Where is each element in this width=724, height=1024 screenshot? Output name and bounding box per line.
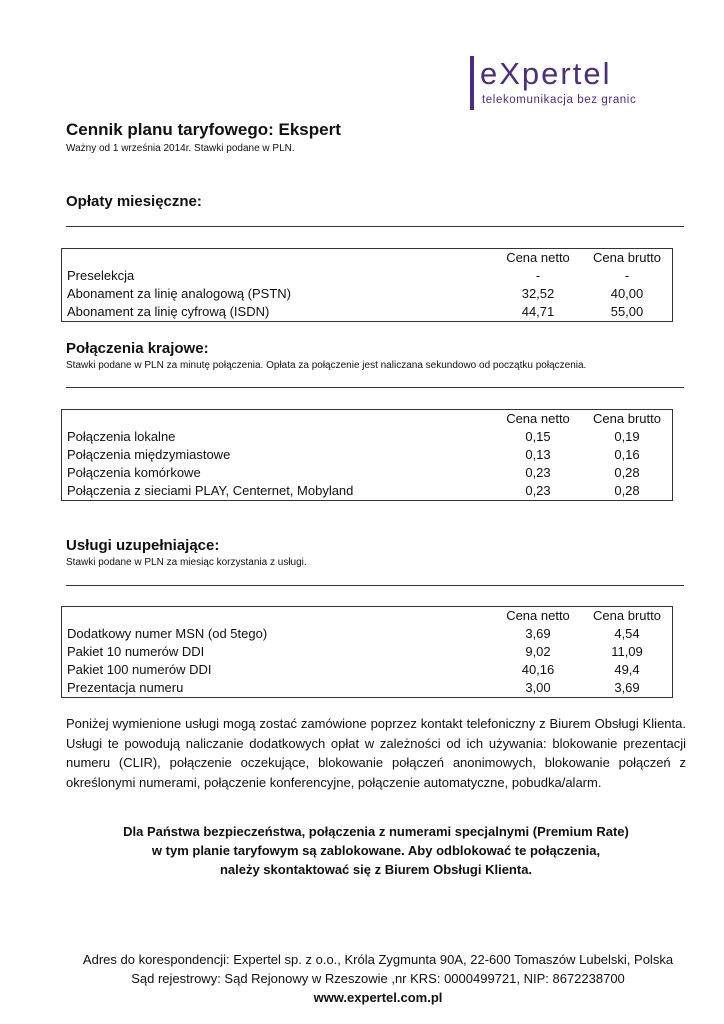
row-net: 0,15 [525,429,551,444]
col-net: Cena netto [506,250,570,265]
row-net: 0,23 [525,465,551,480]
col-net: Cena netto [506,411,570,426]
row-name: Abonament za linię analogową (PSTN) [67,286,292,301]
row-net: 40,16 [521,662,555,677]
row-name: Preselekcja [67,268,135,283]
row-net: - [535,268,541,283]
row-gross: 0,28 [614,483,640,498]
row-name: Pakiet 10 numerów DDI [67,644,205,659]
col-gross: Cena brutto [593,250,661,265]
table-row [62,464,673,482]
domestic-heading: Połączenia krajowe: [66,340,209,357]
row-gross: 0,28 [614,465,640,480]
notice-line: w tym planie taryfowym są zablokowane. Aby odblokować te połączenia, [151,843,601,858]
row-gross: 3,69 [614,680,640,695]
row-name: Abonament za linię cyfrową (ISDN) [67,304,270,319]
services-paragraph: Poniżej wymienione usługi mogą zostać zamówione poprzez kontakt telefoniczny z Biurem Obsługi Klienta. Usługi te powodują naliczanie dodatkowych opłat w zależności od ich używania: blokowanie prezentacji numeru (CLIR), połączenie oczekujące, blokowanie połączeń anonimowych, blokowanie połączeń z określonymi numerami, połączenie konferencyjne, połączenie automatyczne, pobudka/alarm. [66,716,686,790]
table-row [62,643,673,661]
row-net: 32,52 [521,286,555,301]
divider [66,387,684,388]
table-row [62,285,673,303]
row-name: Połączenia międzymiastowe [67,447,231,462]
table-header-row [62,410,673,429]
row-gross: 11,09 [611,644,643,659]
logo-tagline: telekomunikacja bez granic [482,94,637,106]
row-gross: 49,4 [614,662,640,677]
table-row [62,446,673,464]
table-row [62,303,673,322]
footer-website-link[interactable]: www.expertel.com.pl [313,990,443,1005]
table-header-row [62,249,673,268]
row-gross: 40,00 [610,286,644,301]
row-gross: 0,16 [614,447,640,462]
page-title: Cennik planu taryfowego: Ekspert [66,120,341,139]
row-gross: - [624,268,630,283]
table-row [62,661,673,679]
logo-bar [470,56,474,110]
row-net: 0,13 [525,447,551,462]
row-name: Dodatkowy numer MSN (od 5tego) [67,626,268,641]
monthly-heading: Opłaty miesięczne: [66,193,202,210]
col-gross: Cena brutto [593,608,661,623]
footer [40,950,716,1007]
table-row [62,482,673,501]
footer-registry: Sąd rejestrowy: Sąd Rejonowy w Rzeszowie ,nr KRS: 0000499721, NIP: 8672238700 [131,971,625,986]
row-name: Połączenia lokalne [67,429,176,444]
row-net: 44,71 [521,304,555,319]
row-net: 9,02 [525,644,551,659]
row-gross: 4,54 [614,626,640,641]
notice-line: Dla Państwa bezpieczeństwa, połączenia z numerami specjalnymi (Premium Rate) [123,824,629,839]
table-row [62,267,673,285]
row-name: Pakiet 100 numerów DDI [67,662,212,677]
services-note: Stawki podane w PLN za miesiąc korzystania z usługi. [66,557,307,568]
table-row [62,428,673,446]
row-name: Połączenia komórkowe [67,465,201,480]
domestic-note: Stawki podane w PLN za minutę połączenia. Opłata za połączenie jest naliczana sekundowo od początku połączenia. [66,360,587,371]
notice-line: należy skontaktować się z Biurem Obsługi Klienta. [219,862,533,877]
page-subtitle: Ważny od 1 września 2014r. Stawki podane w PLN. [66,143,295,154]
row-name: Prezentacja numeru [67,680,184,695]
row-gross: 55,00 [610,304,644,319]
row-net: 3,00 [525,680,551,695]
divider [66,226,684,227]
divider [66,585,684,586]
row-net: 0,23 [525,483,551,498]
table-row [62,625,673,643]
monthly-table [61,248,673,322]
footer-address: Adres do korespondencji: Expertel sp. z o.o., Króla Zygmunta 90A, 22-600 Tomaszów Lubelski, Polska [82,952,674,967]
row-net: 3,69 [525,626,551,641]
table-row [62,679,673,698]
row-name: Połączenia z sieciami PLAY, Centernet, Mobyland [67,483,354,498]
services-heading: Usługi uzupełniające: [66,537,220,554]
services-table [61,606,673,698]
premium-rate-notice [66,822,686,879]
row-gross: 0,19 [614,429,640,444]
col-net: Cena netto [506,608,570,623]
col-gross: Cena brutto [593,411,661,426]
domestic-table [61,409,673,501]
logo-name: eXpertel [480,56,612,91]
company-logo [470,56,670,114]
table-header-row [62,607,673,626]
